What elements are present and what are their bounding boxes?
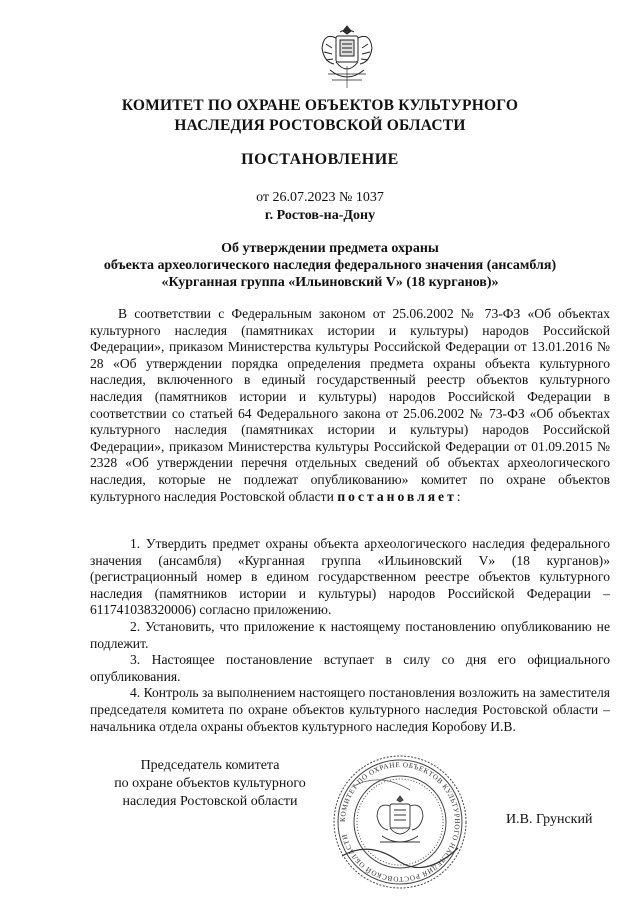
signer-title-line: наследия Ростовской области [122,794,298,809]
signer-name: И.В. Грунский [506,812,593,827]
committee-name-line1: КОМИТЕТ ПО ОХРАНЕ ОБЪЕКТОВ КУЛЬТУРНОГО [121,97,519,114]
list-item: 2. Установить, что приложение к настоящему постановлению опубликованию не подлежит. [90,618,610,651]
preamble-colon: : [456,488,461,504]
signer-title [90,757,330,811]
resolution-items [90,536,610,735]
preamble-text: В соответствии с Федеральным законом от 25.06.2002 № 73-ФЗ «Об объектах культурного наследия (памятниках истории и культуры) народов Российской Федерации», приказом Министерства культуры Российской Федерации от 13.01.2016 № 28 «Об утверждении порядка определения предмета охраны объекта культурного наследия, включенного в единый государственный реестр объектов культурного наследия (памятников истории и культуры) народов Российской Федерации в соответствии со статьей 64 Федерального закона от 25.06.2002 № 73-ФЗ «Об объектах культурного наследия (памятниках истории и культуры) народов Российской Федерации», приказом Министерства культуры Российской Федерации от 01.09.2015 № 2328 «Об утверждении перечня отдельных сведений об объектах археологического наследия, которые не подлежат опубликованию» комитет по охране объектов культурного наследия Ростовской области [90,306,610,504]
official-seal-icon [330,752,470,892]
preamble [90,306,610,505]
svg-text:КОМИТЕТ ПО ОХРАНЕ ОБЪЕКТОВ КУЛ [339,761,461,883]
signer-title-line: по охране объектов культурного [114,776,306,791]
list-item: 3. Настоящее постановление вступает в силу со дня его официального опубликования. [90,652,610,684]
document-subject [60,240,600,291]
list-item: 4. Контроль за выполнением настоящего постановления возложить на заместителя председателя комитета по охране объектов культурного наследия Ростовской области – начальника отдела охраны объектов культурного наследия Коробову И.В. [90,685,610,734]
committee-name-line2: НАСЛЕДИЯ РОСТОВСКОЙ ОБЛАСТИ [174,117,466,134]
date-number: от 26.07.2023 № 1037 [256,190,384,205]
city: г. Ростов-на-Дону [264,208,376,223]
coat-of-arms-icon [318,22,376,92]
document-type: ПОСТАНОВЛЕНИЕ [241,151,399,168]
seal-ring-text: КОМИТЕТ ПО ОХРАНЕ ОБЪЕКТОВ КУЛЬТУРНОГО НАСЛЕДИЯ РОСТОВСКОЙ ОБЛАСТИ [338,760,462,884]
subject-line: Об утверждении предмета охраны [221,241,439,256]
list-item: 1. Утвердить предмет охраны объекта археологического наследия федерального значения (ансамбля) «Курганная группа «Ильиновский V» (18 курганов)» (регистрационный номер в едином государственном реестре объектов культурного наследия (памятников истории и культуры) народов Российской Федерации – 611741038320006) согласно приложению. [90,536,610,618]
subject-line: объекта археологического наследия федерального значения (ансамбля) [103,258,557,273]
subject-line: «Курганная группа «Ильиновский V» (18 курганов)» [161,275,499,290]
resolves-word: постановляет [337,488,457,504]
signer-title-line: Председатель комитета [140,758,280,773]
